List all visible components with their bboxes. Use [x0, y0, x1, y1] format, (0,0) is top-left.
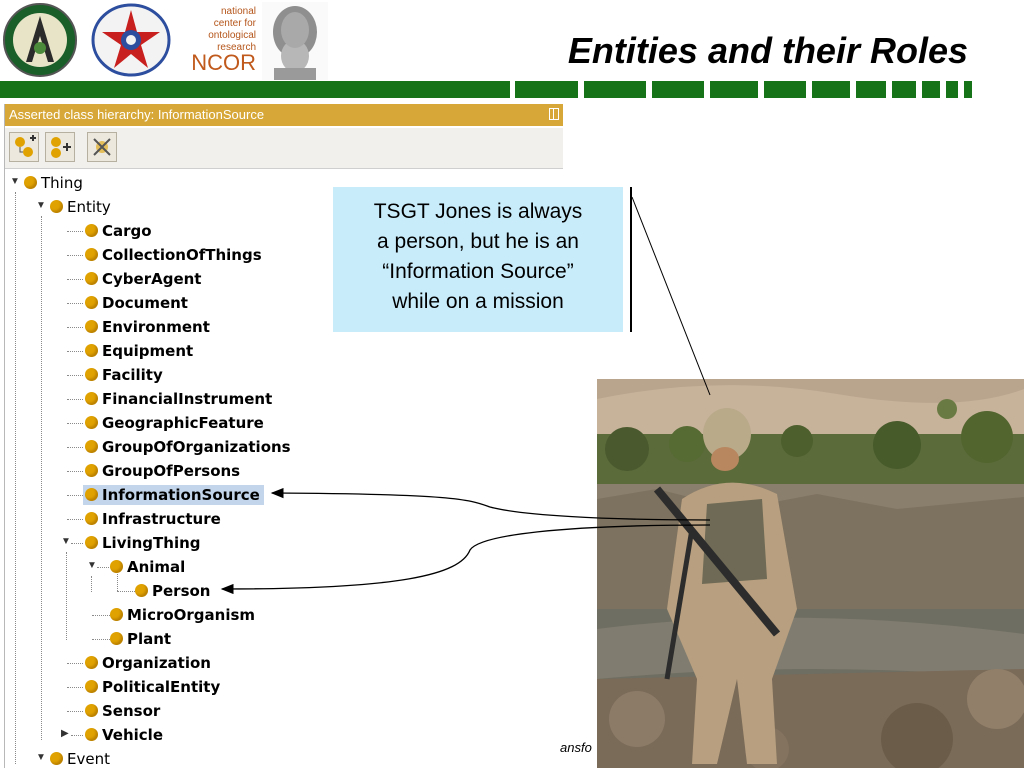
tree-node-label: PoliticalEntity — [102, 678, 221, 696]
class-node-icon — [85, 536, 98, 549]
stripe-segment — [856, 81, 886, 98]
tree-node-plant[interactable] — [110, 629, 173, 649]
tree-connector — [67, 279, 83, 280]
tree-connector — [67, 423, 83, 424]
tree-node-label: FinancialInstrument — [102, 390, 273, 408]
ncor-tagline-line: research — [217, 42, 256, 53]
expand-toggle-icon[interactable]: ▼ — [10, 176, 20, 187]
tree-node[interactable] — [85, 341, 195, 361]
class-node-icon — [85, 728, 98, 741]
expand-toggle-icon[interactable]: ▼ — [61, 536, 71, 547]
tree-node-label: Document — [102, 294, 188, 312]
ncor-wordmark: NCOR — [191, 50, 256, 75]
tree-node-label: Thing — [41, 174, 83, 192]
tree-node[interactable] — [85, 389, 274, 409]
tree-node-label: InformationSource — [102, 486, 260, 504]
tree-node-label: Vehicle — [102, 726, 163, 744]
stripe-segment — [764, 81, 806, 98]
tree-node-label: GroupOfPersons — [102, 462, 241, 480]
tree-node-livingthing[interactable] — [85, 533, 203, 553]
tree-connector — [67, 375, 83, 376]
tree-node-label: CyberAgent — [102, 270, 202, 288]
ncor-tagline-line: ontological — [208, 30, 256, 41]
panel-header-title: Asserted class hierarchy: InformationSource — [9, 107, 265, 122]
tree-node-label: Facility — [102, 366, 163, 384]
stripe-segment — [964, 81, 972, 98]
tree-node-label: GeographicFeature — [102, 414, 264, 432]
tree-node-label: Animal — [127, 558, 186, 576]
class-node-icon — [85, 344, 98, 357]
expand-toggle-icon[interactable]: ▼ — [87, 560, 97, 571]
slide-title: Entities and their Roles — [567, 30, 968, 71]
tree-connector — [67, 687, 83, 688]
class-node-icon — [85, 464, 98, 477]
stripe-segment — [892, 81, 916, 98]
tree-node-label: CollectionOfThings — [102, 246, 262, 264]
soldier-photo-icon — [597, 379, 1024, 768]
tree-node-label: Plant — [127, 630, 172, 648]
tree-node-selected[interactable] — [83, 485, 264, 505]
callout-line: “Information Source” — [382, 260, 574, 283]
tree-node[interactable] — [85, 221, 154, 241]
class-node-icon — [85, 248, 98, 261]
class-node-icon — [85, 224, 98, 237]
tree-node[interactable] — [85, 437, 293, 457]
ncor-tagline-line: national — [220, 6, 256, 17]
footer-text: ansfo — [560, 740, 592, 755]
tree-connector — [92, 639, 110, 640]
tree-node-animal[interactable] — [110, 557, 187, 577]
tree-node[interactable] — [85, 269, 203, 289]
software-engineering-center-cecom-logo-icon — [90, 2, 172, 78]
stripe-segment — [812, 81, 850, 98]
ncor-tagline — [180, 6, 256, 54]
expand-toggle-icon[interactable]: ▼ — [36, 200, 46, 211]
stripe-segment — [922, 81, 940, 98]
class-node-icon — [85, 392, 98, 405]
tree-node[interactable] — [85, 365, 165, 385]
tree-node-label: Organization — [102, 654, 211, 672]
callout-line: while on a mission — [392, 290, 564, 313]
tree-node[interactable] — [85, 653, 213, 673]
tree-node-person[interactable] — [135, 581, 212, 601]
class-node-icon — [85, 416, 98, 429]
tree-node[interactable] — [85, 413, 266, 433]
callout-line: a person, but he is an — [377, 230, 579, 253]
tree-node[interactable] — [85, 293, 190, 313]
tree-node[interactable] — [85, 701, 162, 721]
class-node-icon — [85, 704, 98, 717]
tree-node-label: GroupOfOrganizations — [102, 438, 291, 456]
tree-connector — [67, 711, 83, 712]
class-node-icon — [85, 320, 98, 333]
tree-connector — [67, 519, 83, 520]
tree-connector — [67, 255, 83, 256]
tree-connector — [67, 399, 83, 400]
tree-connector — [67, 447, 83, 448]
class-node-icon — [85, 296, 98, 309]
tree-connector — [67, 351, 83, 352]
tree-node-thing[interactable] — [24, 173, 85, 193]
tree-node-event[interactable] — [50, 749, 112, 769]
callout-line: TSGT Jones is always — [373, 200, 583, 223]
stripe-segment — [0, 81, 510, 98]
tree-connector — [66, 552, 67, 640]
tree-node-label: MicroOrganism — [127, 606, 256, 624]
class-node-icon — [110, 632, 123, 645]
stripe-segment — [584, 81, 646, 98]
tree-node[interactable] — [85, 461, 242, 481]
class-node-icon — [85, 488, 98, 501]
stripe-segment — [710, 81, 758, 98]
pointer-line-to-photo — [632, 197, 710, 395]
class-node-icon — [110, 608, 123, 621]
tree-node-microorganism[interactable] — [110, 605, 257, 625]
class-node-icon — [135, 584, 148, 597]
tree-connector — [67, 327, 83, 328]
tree-node-label: Cargo — [102, 222, 152, 240]
ncor-tagline-line: center for — [213, 18, 256, 29]
class-node-icon — [85, 680, 98, 693]
class-node-icon — [85, 368, 98, 381]
class-node-icon — [50, 200, 63, 213]
tree-node-label: Equipment — [102, 342, 194, 360]
tree-connector — [67, 231, 83, 232]
expand-toggle-icon[interactable]: ▼ — [36, 752, 46, 763]
tree-node-label: Infrastructure — [102, 510, 221, 528]
class-node-icon — [85, 656, 98, 669]
tree-node[interactable] — [85, 245, 264, 265]
tree-node-label: Entity — [67, 198, 111, 216]
aristotle-bust-icon — [262, 2, 328, 80]
tree-connector — [67, 495, 83, 496]
tree-connector — [92, 615, 110, 616]
callout-bracket — [630, 187, 632, 332]
tree-connector — [41, 216, 42, 740]
class-node-icon — [85, 512, 98, 525]
collapse-toggle-icon[interactable]: ▶ — [61, 728, 69, 739]
tree-node[interactable] — [85, 677, 222, 697]
class-node-icon — [50, 752, 63, 765]
tree-connector — [117, 574, 118, 591]
tree-node-entity[interactable] — [50, 197, 113, 217]
tree-connector — [67, 303, 83, 304]
tree-node-label: Environment — [102, 318, 210, 336]
tree-node-label: Person — [152, 582, 211, 600]
chief-information-officer-seal-icon — [2, 2, 78, 78]
class-node-icon — [110, 560, 123, 573]
tree-connector — [67, 471, 83, 472]
class-node-icon — [85, 272, 98, 285]
tree-node[interactable] — [85, 317, 212, 337]
tree-connector — [91, 576, 92, 592]
class-node-icon — [24, 176, 37, 189]
tree-connector — [117, 591, 135, 592]
tree-connector — [67, 663, 83, 664]
tree-node-vehicle[interactable] — [85, 725, 165, 745]
stripe-segment — [515, 81, 578, 98]
role-callout — [333, 187, 623, 332]
tree-connector — [97, 567, 109, 568]
tree-node-label: Sensor — [102, 702, 161, 720]
tree-connector — [15, 192, 16, 764]
stripe-segment — [946, 81, 958, 98]
tree-connector — [71, 543, 83, 544]
tree-connector — [71, 735, 83, 736]
tree-node-label: LivingThing — [102, 534, 201, 552]
stripe-segment — [652, 81, 704, 98]
tree-node[interactable] — [85, 509, 223, 529]
tree-node-label: Event — [67, 750, 110, 768]
class-node-icon — [85, 440, 98, 453]
